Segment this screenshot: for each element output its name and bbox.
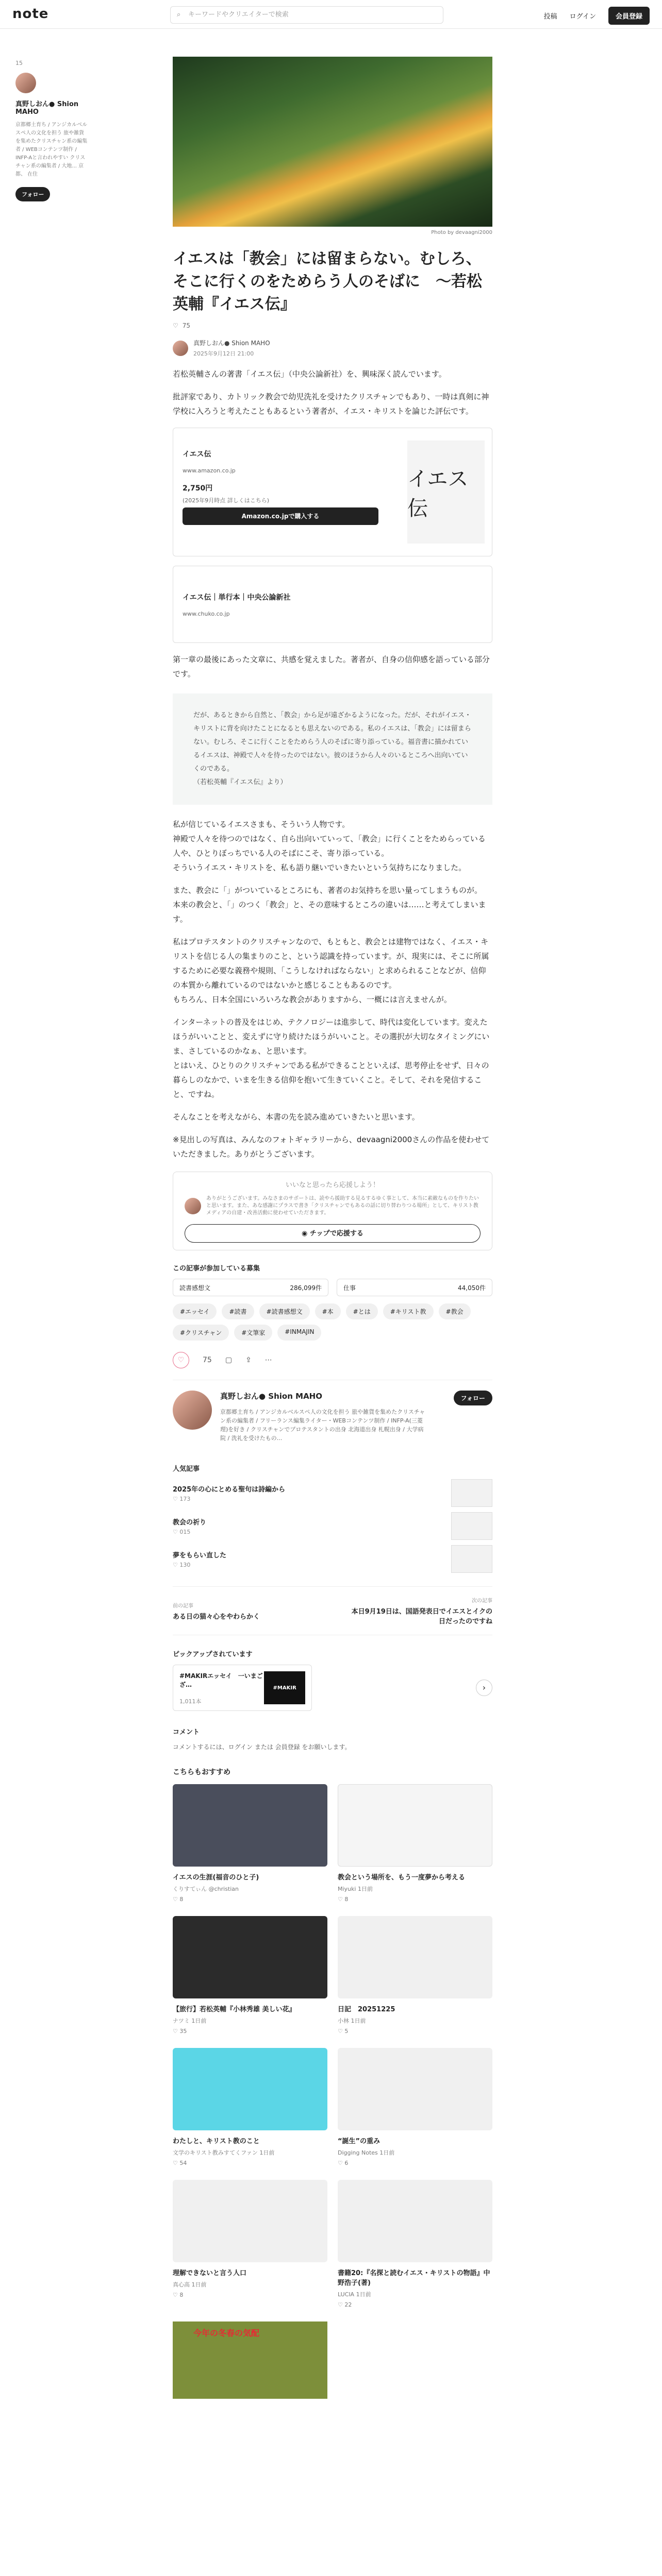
popular-title: 人気記事 <box>173 1465 200 1473</box>
paragraph: 私が信じているイエスさまも、そういう人物です。 神殿で人々を待つのではなく、自ら出向いていって、「教会」に行くことをためらっている人や、ひとりぼっちでいる人のそばにこそ、寄り添っている。 そういうイエス・キリストを、私も語り継いでいきたいという気持ちになりました。 <box>173 820 486 872</box>
sidebar-count: 15 <box>15 60 23 66</box>
sidebar-bio: 京都郷土育ち / アンジカルベルスペ人の文化を担う 旅や雑貨を集めたクリスチャン系の編集者 / WEBコンテンツ制作 / INFP-Aと言われやすい クリスチャン系の編集者 / 大地... 京都、 在住 <box>15 122 88 177</box>
recommend-title: こちらもおすすめ <box>173 1768 231 1776</box>
article-actions <box>173 1352 492 1368</box>
tag[interactable]: #クリスチャン <box>173 1325 229 1341</box>
recommend-card[interactable]: 書籍20:『名探と読むイエス・キリストの物語』中野浩子(著) LUCIA 1日前 ♡ 22 <box>338 2180 492 2308</box>
recommend-thumb <box>338 2180 492 2262</box>
popular-item-title: 夢をもらい直した <box>173 1552 227 1560</box>
paragraph: そんなことを考えながら、本書の先を読み進めていきたいと思います。 <box>173 1112 420 1122</box>
magazine-item[interactable] <box>337 1279 492 1296</box>
popular-item-title: 2025年の心にとめる聖句は詩編から <box>173 1486 286 1494</box>
magazine-count: 44,050件 <box>458 1284 486 1292</box>
sidebar <box>15 60 88 201</box>
recommend-card[interactable]: 【旅行】若松英輔『小林秀雄 美しい花』 ナツミ 1日前 ♡ 35 <box>173 1916 327 2035</box>
heart-icon[interactable]: ♡ <box>173 322 178 329</box>
follow-button[interactable]: フォロー <box>15 187 50 201</box>
next-article-link[interactable] <box>349 1596 492 1625</box>
comment-icon[interactable]: ▢ <box>225 1356 233 1364</box>
author-profile <box>173 1380 492 1443</box>
pickup-card[interactable] <box>173 1665 312 1711</box>
prev-label: 前の記事 <box>173 1603 193 1609</box>
tag[interactable]: #文筆家 <box>234 1325 272 1341</box>
profile-follow-button[interactable]: フォロー <box>454 1391 492 1405</box>
recommend-likes: 54 <box>179 2160 187 2166</box>
recommend-card[interactable]: わたしと、キリスト教のこと 文学のキリスト教みすてくファン 1日前 ♡ 54 <box>173 2048 327 2166</box>
book-cover: イエス伝 <box>407 440 485 544</box>
tag[interactable]: #INMAJIN <box>277 1325 321 1341</box>
tag[interactable]: #キリスト教 <box>383 1303 434 1319</box>
profile-name[interactable]: 真野しおん● Shion MAHO <box>220 1392 322 1401</box>
last-card-image[interactable] <box>173 2321 327 2399</box>
recommend-thumb <box>173 1916 327 1998</box>
popular-thumb <box>451 1512 492 1540</box>
author-name[interactable]: 真野しおん● Shion MAHO <box>193 340 270 347</box>
recommend-author: 小林 1日前 <box>338 2018 366 2024</box>
recommend-title-text: “誕生”の重み <box>338 2138 380 2145</box>
search-placeholder: キーワードやクリエイターで検索 <box>188 11 289 19</box>
recommend-card[interactable]: 理解できないと言う人口 真心高 1日前 ♡ 8 <box>173 2180 327 2308</box>
recommend-thumb <box>338 2048 492 2130</box>
recommend-title-text: 理解できないと言う人口 <box>173 2269 247 2277</box>
pickup-card-count: 1,011本 <box>179 1698 202 1705</box>
last-card-caption: 今年の冬春の気配 <box>193 2328 260 2338</box>
paragraph: 第一章の最後にあった文章に、共感を覚えました。著者が、自身の信仰感を語っている部分です。 <box>173 655 490 679</box>
recommend-likes: 8 <box>179 1896 184 1903</box>
search-input[interactable] <box>170 6 443 24</box>
support-box <box>173 1172 492 1250</box>
popular-item[interactable]: 夢をもらい直した ♡ 130 <box>173 1545 492 1573</box>
tag[interactable]: #エッセイ <box>173 1303 217 1319</box>
author-line <box>173 338 492 358</box>
support-text: ありがとうございます。みなさまのサポートは、読やら援助する見るするゆく事として、本当に素敵なものを作りたいと思います。また、あな感謝にプラスで書き「クリスチャンでもあるの話に切り替わりつる場所」として、キリスト教メディアの自建・改善活動に使わせていただきます。 <box>206 1196 479 1216</box>
tip-icon: ◉ <box>302 1230 310 1238</box>
recommend-author: Miyuki 1日前 <box>338 1886 373 1892</box>
tip-button[interactable] <box>185 1224 481 1243</box>
pickup-card-title: #MAKIRエッセイ 一いまござ… <box>179 1672 263 1688</box>
recommend-thumb <box>173 2048 327 2130</box>
paragraph: インターネットの普及をはじめ、テクノロジーは進歩して、時代は変化しています。変えたほうがいいことと、変えずに守り続けたほうがいいこと。その選択が大切なタイミングにいま、さしているのかなぁ、と思います。 とはいえ、ひとりのクリスチャンである私ができることといえば、思考停止をせず、日々の暮らしのなかで、いまを生きる信仰を抱いて生きていくこと。そして、それを発信すること、ですね。 <box>173 1018 490 1099</box>
popular-item-likes: 015 <box>179 1529 191 1535</box>
amazon-link-card[interactable] <box>173 428 492 556</box>
header-actions <box>544 7 650 25</box>
comment-login-note[interactable]: コメントするには、ログイン または 会員登録 をお願いします。 <box>173 1743 351 1751</box>
chevron-right-icon[interactable]: › <box>476 1680 492 1696</box>
tag[interactable]: #本 <box>315 1303 341 1319</box>
recommend-title-text: 【旅行】若松英輔『小林秀雄 美しい花』 <box>173 2006 296 2013</box>
recommend-likes: 22 <box>344 2301 352 2308</box>
recommend-likes: 6 <box>344 2160 349 2166</box>
recommend-title-text: 日記 20251225 <box>338 2006 395 2013</box>
recommend-thumb <box>338 1916 492 1998</box>
recommend-author: 真心高 1日前 <box>173 2281 207 2288</box>
recommend-author: LUCIA 1日前 <box>338 2291 371 2298</box>
recommend-author: ナツミ 1日前 <box>173 2018 207 2024</box>
tag[interactable]: #とは <box>346 1303 378 1319</box>
magazine-count: 286,099件 <box>290 1284 322 1292</box>
recommend-card[interactable]: “誕生”の重み Digging Notes 1日前 ♡ 6 <box>338 2048 492 2166</box>
recommend-title-text: 書籍20:『名探と読むイエス・キリストの物語』中野浩子(著) <box>338 2269 490 2287</box>
article-title: イエスは「教会」には留まらない。むしろ、そこに行くのをためらう人のそばに 〜若松英輔『イエス伝』 <box>173 250 482 313</box>
paragraph: 若松英輔さんの著書「イエス伝」（中央公論新社）を、興味深く読んでいます。 <box>173 369 446 379</box>
tip-label: チップで応援する <box>309 1230 363 1238</box>
card-domain: www.chuko.co.jp <box>183 611 230 617</box>
next-title: 本日9月19日は、国語発表日でイエスとイクの日だったのですね <box>351 1608 492 1625</box>
tag-list <box>173 1303 492 1341</box>
recommend-title-text: イエスの生涯(福音のひと子) <box>173 1874 259 1882</box>
popular-item[interactable]: 教会の祈り ♡ 015 <box>173 1512 492 1540</box>
sidebar-author-name[interactable]: 真野しおん● Shion MAHO <box>15 100 79 116</box>
recommend-thumb <box>173 1784 327 1867</box>
recommend-card[interactable]: イエスの生涯(福音のひと子) くりすてぃん @christian ♡ 8 <box>173 1784 327 1903</box>
comment-title: コメント <box>173 1728 200 1736</box>
recommend-title-text: わたしと、キリスト教のこと <box>173 2138 260 2145</box>
share-icon[interactable]: ⇪ <box>245 1356 252 1364</box>
recommend-likes: 8 <box>344 1896 349 1903</box>
like-count: 75 <box>203 1356 212 1364</box>
support-title: いいなと思ったら応援しよう！ <box>285 1181 379 1189</box>
recommend-likes: 5 <box>344 2028 349 2035</box>
magazine-item[interactable] <box>173 1279 328 1296</box>
card-price: 2,750円 <box>183 484 213 493</box>
post-date: 2025年9月12日 21:00 <box>193 350 254 357</box>
post-button[interactable]: 投稿 <box>543 13 557 21</box>
popular-item-likes: 173 <box>179 1496 191 1502</box>
card-domain: www.amazon.co.jp <box>183 467 236 474</box>
pickup-thumb: #MAKIR <box>264 1671 305 1704</box>
recommend-author: くりすてぃん @christian <box>173 1886 239 1892</box>
popular-item[interactable]: 2025年の心にとめる聖句は詩編から ♡ 173 <box>173 1479 492 1507</box>
recommend-card[interactable]: 教会という場所を、もう一度夢から考える Miyuki 1日前 ♡ 8 <box>338 1784 492 1903</box>
heart-icon[interactable]: ♡ <box>173 1352 189 1368</box>
header <box>0 0 662 29</box>
recommend-author: Digging Notes 1日前 <box>338 2149 395 2156</box>
magazine-section-title: この記事が参加している募集 <box>173 1265 260 1273</box>
magazine-name: 読書感想文 <box>179 1284 211 1292</box>
avatar <box>185 1198 201 1214</box>
tag[interactable]: #読書感想文 <box>259 1303 310 1319</box>
publisher-link-card[interactable] <box>173 566 492 643</box>
login-button[interactable]: ログイン <box>569 13 596 21</box>
tag[interactable]: #教会 <box>439 1303 471 1319</box>
paragraph: 私はプロテスタントのクリスチャンなので、もともと、教会とは建物ではなく、イエス・キリストを信じる人の集まりのこと、という認識を持っています。が、現実には、そこに所属するために必要な義務や規則、「こうしなければならない」と求められることなどが、信仰の本質から離れているのではないかと感じることもあるのです。 もちろん、日本全国にいろいろな教会がありますから、一概には言えませんが。 <box>173 937 489 1004</box>
recommend-thumb <box>173 2180 327 2262</box>
card-price-note: (2025年9月時点 詳しくはこちら) <box>183 497 270 504</box>
avatar[interactable] <box>173 1391 212 1430</box>
recommend-grid <box>173 1784 492 2308</box>
paragraph: ※見出しの写真は、みんなのフォトギャラリーから、devaagni2000さんの作品を使わせていただきました。ありがとうございます。 <box>173 1135 490 1159</box>
hero-image <box>173 57 492 227</box>
recommend-card[interactable]: 日記 20251225 小林 1日前 ♡ 5 <box>338 1916 492 2035</box>
like-count: 75 <box>182 322 191 329</box>
popular-thumb <box>451 1479 492 1507</box>
prev-article-link[interactable] <box>173 1601 317 1621</box>
avatar[interactable] <box>173 341 188 356</box>
tag[interactable]: #読書 <box>222 1303 254 1319</box>
card-title: イエス伝｜単行本｜中央公論新社 <box>183 594 291 602</box>
avatar[interactable] <box>15 73 36 93</box>
recommend-thumb <box>338 1784 492 1867</box>
pickup-title: ピックアップされています <box>173 1651 253 1658</box>
site-logo[interactable]: note <box>12 6 49 22</box>
blockquote: だが、あるときから自然と、「教会」から足が遠ざかるようになった。だが、それがイエス・キリストに背を向けたことになるとも思えないのである。私のイエスは、「教会」には留まらない。むしろ、そこに行くことをためらう人のそばに寄り添っている。福音書に描かれているイエスは、神殿で人々を待ったのではない。彼のほうから人々のいるところへ出向いていくのである。 （若松英輔『イエス伝』より） <box>173 693 492 805</box>
popular-item-likes: 130 <box>179 1562 191 1568</box>
magazine-name: 仕事 <box>343 1284 356 1292</box>
popular-thumb <box>451 1545 492 1573</box>
search-icon: ⌕ <box>177 11 181 19</box>
pickup-list <box>173 1665 492 1711</box>
recommend-likes: 8 <box>179 2292 184 2298</box>
card-title: イエス伝 <box>183 450 211 459</box>
paragraph: また、教会に「」がついているところにも、著者のお気持ちを思い量ってしまうものが。 本来の教会と、「」のつく「教会」と、その意味するところの違いは……と考えてしまいます。 <box>173 886 486 924</box>
signup-button[interactable]: 会員登録 <box>608 7 650 25</box>
like-meta <box>173 322 492 329</box>
recommend-title-text: 教会という場所を、もう一度夢から考える <box>338 1874 466 1882</box>
popular-item-title: 教会の祈り <box>173 1519 207 1527</box>
recommend-author: 文学のキリスト教みすてくファン 1日前 <box>173 2149 275 2156</box>
recommend-likes: 35 <box>179 2028 187 2035</box>
prev-next-nav <box>173 1586 492 1635</box>
more-icon[interactable]: ⋯ <box>264 1356 272 1364</box>
article <box>173 57 492 2399</box>
photo-credit: Photo by devaagni2000 <box>431 230 492 235</box>
profile-bio: 京都郷土育ち / アンジカルベルスペ人の文化を担う 旅や雑貨を集めたクリスチャン系の編集者 / フリーランス編集ライター・WEBコンテンツ制作 / INFP-A(三菱理)を好き / クリスチャンでプロテスタントの出身 北海道出身 札幌出身 / 大学病院 / 洗礼を受けたもの... <box>220 1409 425 1442</box>
next-label: 次の記事 <box>472 1598 492 1604</box>
prev-title: ある日の猫々心をやわらかく <box>173 1613 260 1621</box>
paragraph: 批評家であり、カトリック教会で幼児洗礼を受けたクリスチャンでもあり、一時は真剣に神学校に入ろうと考えたこともあるという著者が、イエス・キリストを論じた評伝です。 <box>173 392 489 416</box>
magazine-list <box>173 1279 492 1296</box>
amazon-buy-button[interactable]: Amazon.co.jpで購入する <box>183 507 378 525</box>
